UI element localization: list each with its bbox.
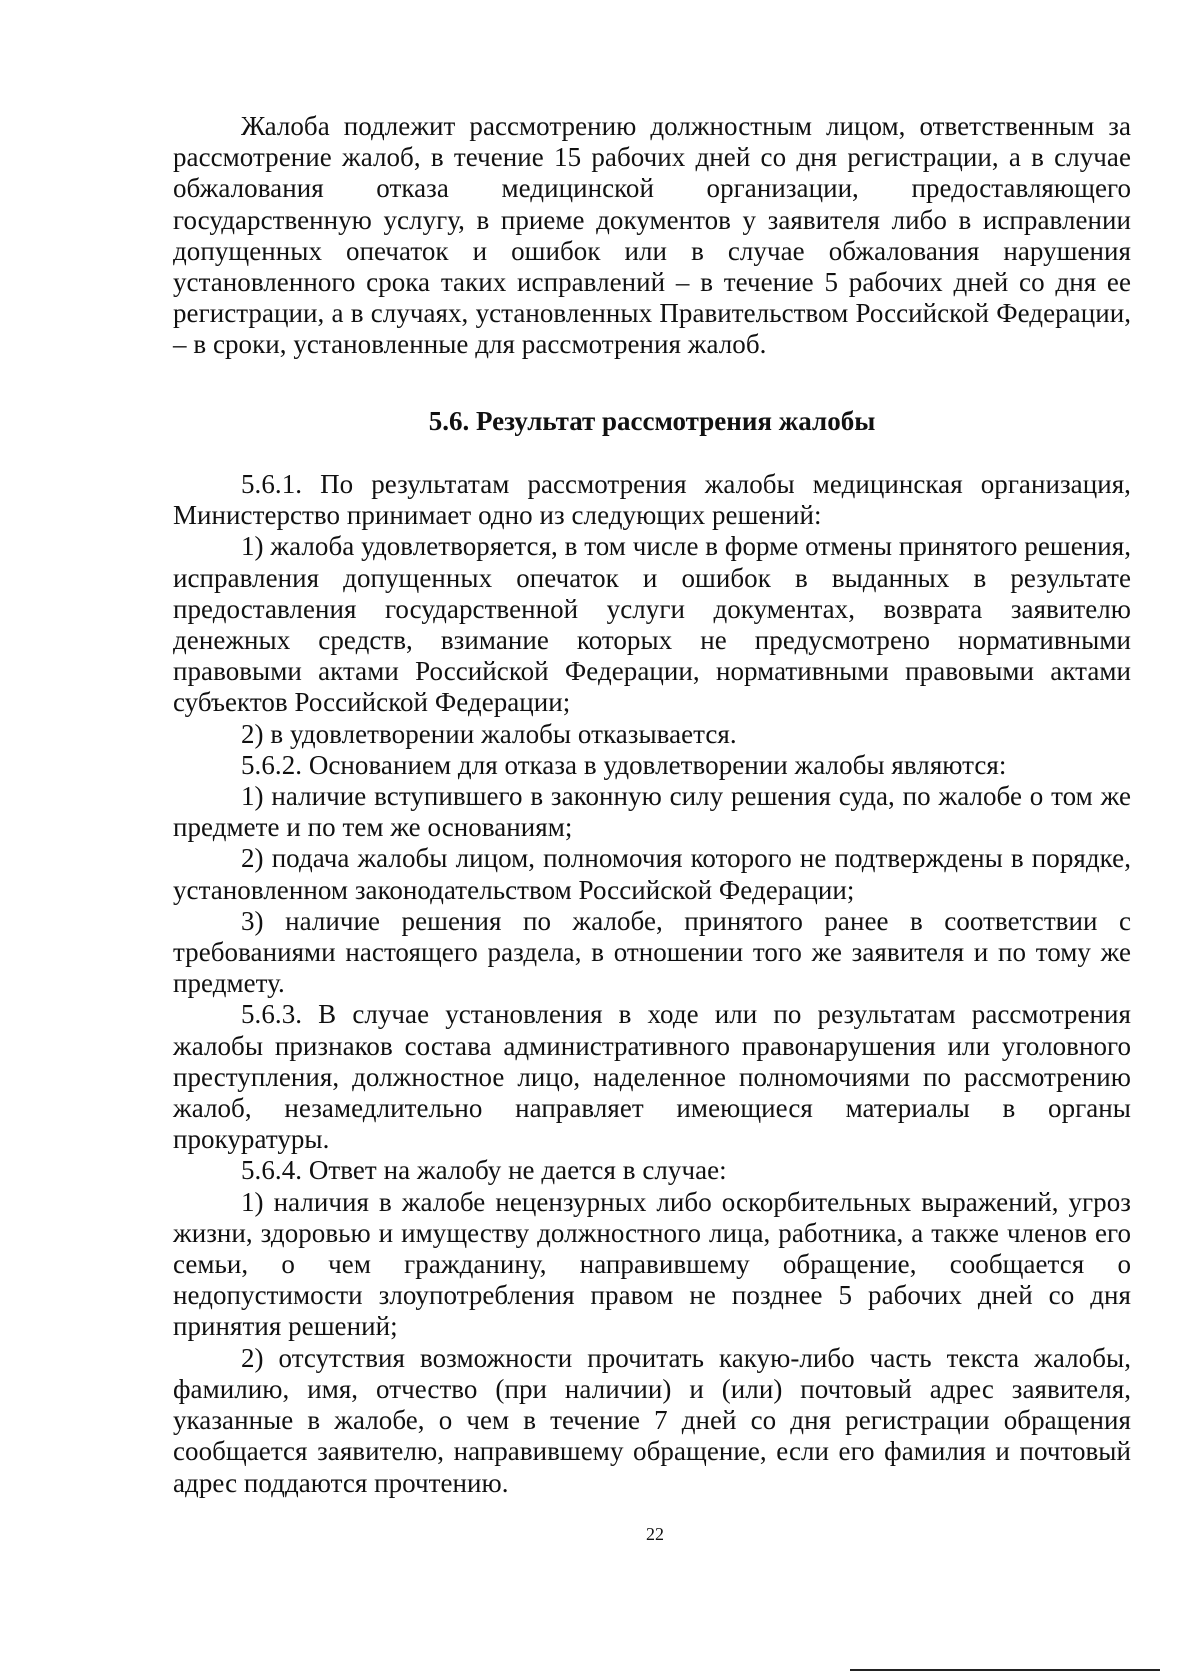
list-item: 2) подача жалобы лицом, полномочия которого не подтверждены в порядке, установленном законодательством Российской Федерации;: [173, 843, 1131, 905]
paragraph-5-6-4: 5.6.4. Ответ на жалобу не дается в случае:: [241, 1155, 727, 1186]
paragraph-5-6-3: 5.6.3. В случае установления в ходе или по результатам рассмотрения жалобы признаков состава административного правонарушения или уголовного преступления, должностное лицо, наделенное полномочиями по рассмотрению жалоб, незамедлительно направляет имеющиеся материалы в органы прокуратуры.: [173, 999, 1131, 1155]
list-item: 1) наличие вступившего в законную силу решения суда, по жалобе о том же предмете и по тем же основаниям;: [173, 781, 1131, 843]
paragraph-5-6-2: 5.6.2. Основанием для отказа в удовлетворении жалобы являются:: [241, 749, 1007, 780]
list-item: 2) в удовлетворении жалобы отказывается.: [241, 718, 737, 749]
intro-paragraph: Жалоба подлежит рассмотрению должностным лицом, ответственным за рассмотрение жалоб, в течение 15 рабочих дней со дня регистрации, а в случае обжалования отказа медицинской организации, предоставляющего государственную услугу, в приеме документов у заявителя либо в исправлении допущенных опечаток и ошибок или в случае обжалования нарушения установленного срока таких исправлений – в течение 5 рабочих дней со дня ее регистрации, а в случаях, установленных Правительством Российской Федерации, – в сроки, установленные для рассмотрения жалоб.: [173, 111, 1131, 360]
list-item: 1) жалоба удовлетворяется, в том числе в форме отмены принятого решения, исправления допущенных опечаток и ошибок в выданных в результате предоставления государственной услуги документах, возврата заявителю денежных средств, взимание которых не предусмотрено нормативными правовыми актами Российской Федерации, нормативными правовыми актами субъектов Российской Федерации;: [173, 531, 1131, 718]
list-item: 2) отсутствия возможности прочитать какую-либо часть текста жалобы, фамилию, имя, отчество (при наличии) и (или) почтовый адрес заявителя, указанные в жалобе, о чем в течение 7 дней со дня регистрации обращения сообщается заявителю, направившему обращение, если его фамилия и почтовый адрес поддаются прочтению.: [173, 1342, 1131, 1498]
list-item: 1) наличия в жалобе нецензурных либо оскорбительных выражений, угроз жизни, здоровью и имуществу должностного лица, работника, а также членов его семьи, о чем гражданину, направившему обращение, сообщается о недопустимости злоупотребления правом не позднее 5 рабочих дней со дня принятия решений;: [173, 1186, 1131, 1342]
footer-rule: [850, 1669, 1160, 1671]
paragraph-5-6-1: 5.6.1. По результатам рассмотрения жалобы медицинская организация, Министерство принимает одно из следующих решений:: [173, 469, 1131, 531]
section-body: [173, 469, 1131, 1499]
list-item: 3) наличие решения по жалобе, принятого ранее в соответствии с требованиями настоящего раздела, в отношении того же заявителя и по тому же предмету.: [173, 905, 1131, 999]
section-heading: 5.6. Результат рассмотрения жалобы: [428, 406, 876, 436]
page-number: 22: [646, 1524, 664, 1544]
